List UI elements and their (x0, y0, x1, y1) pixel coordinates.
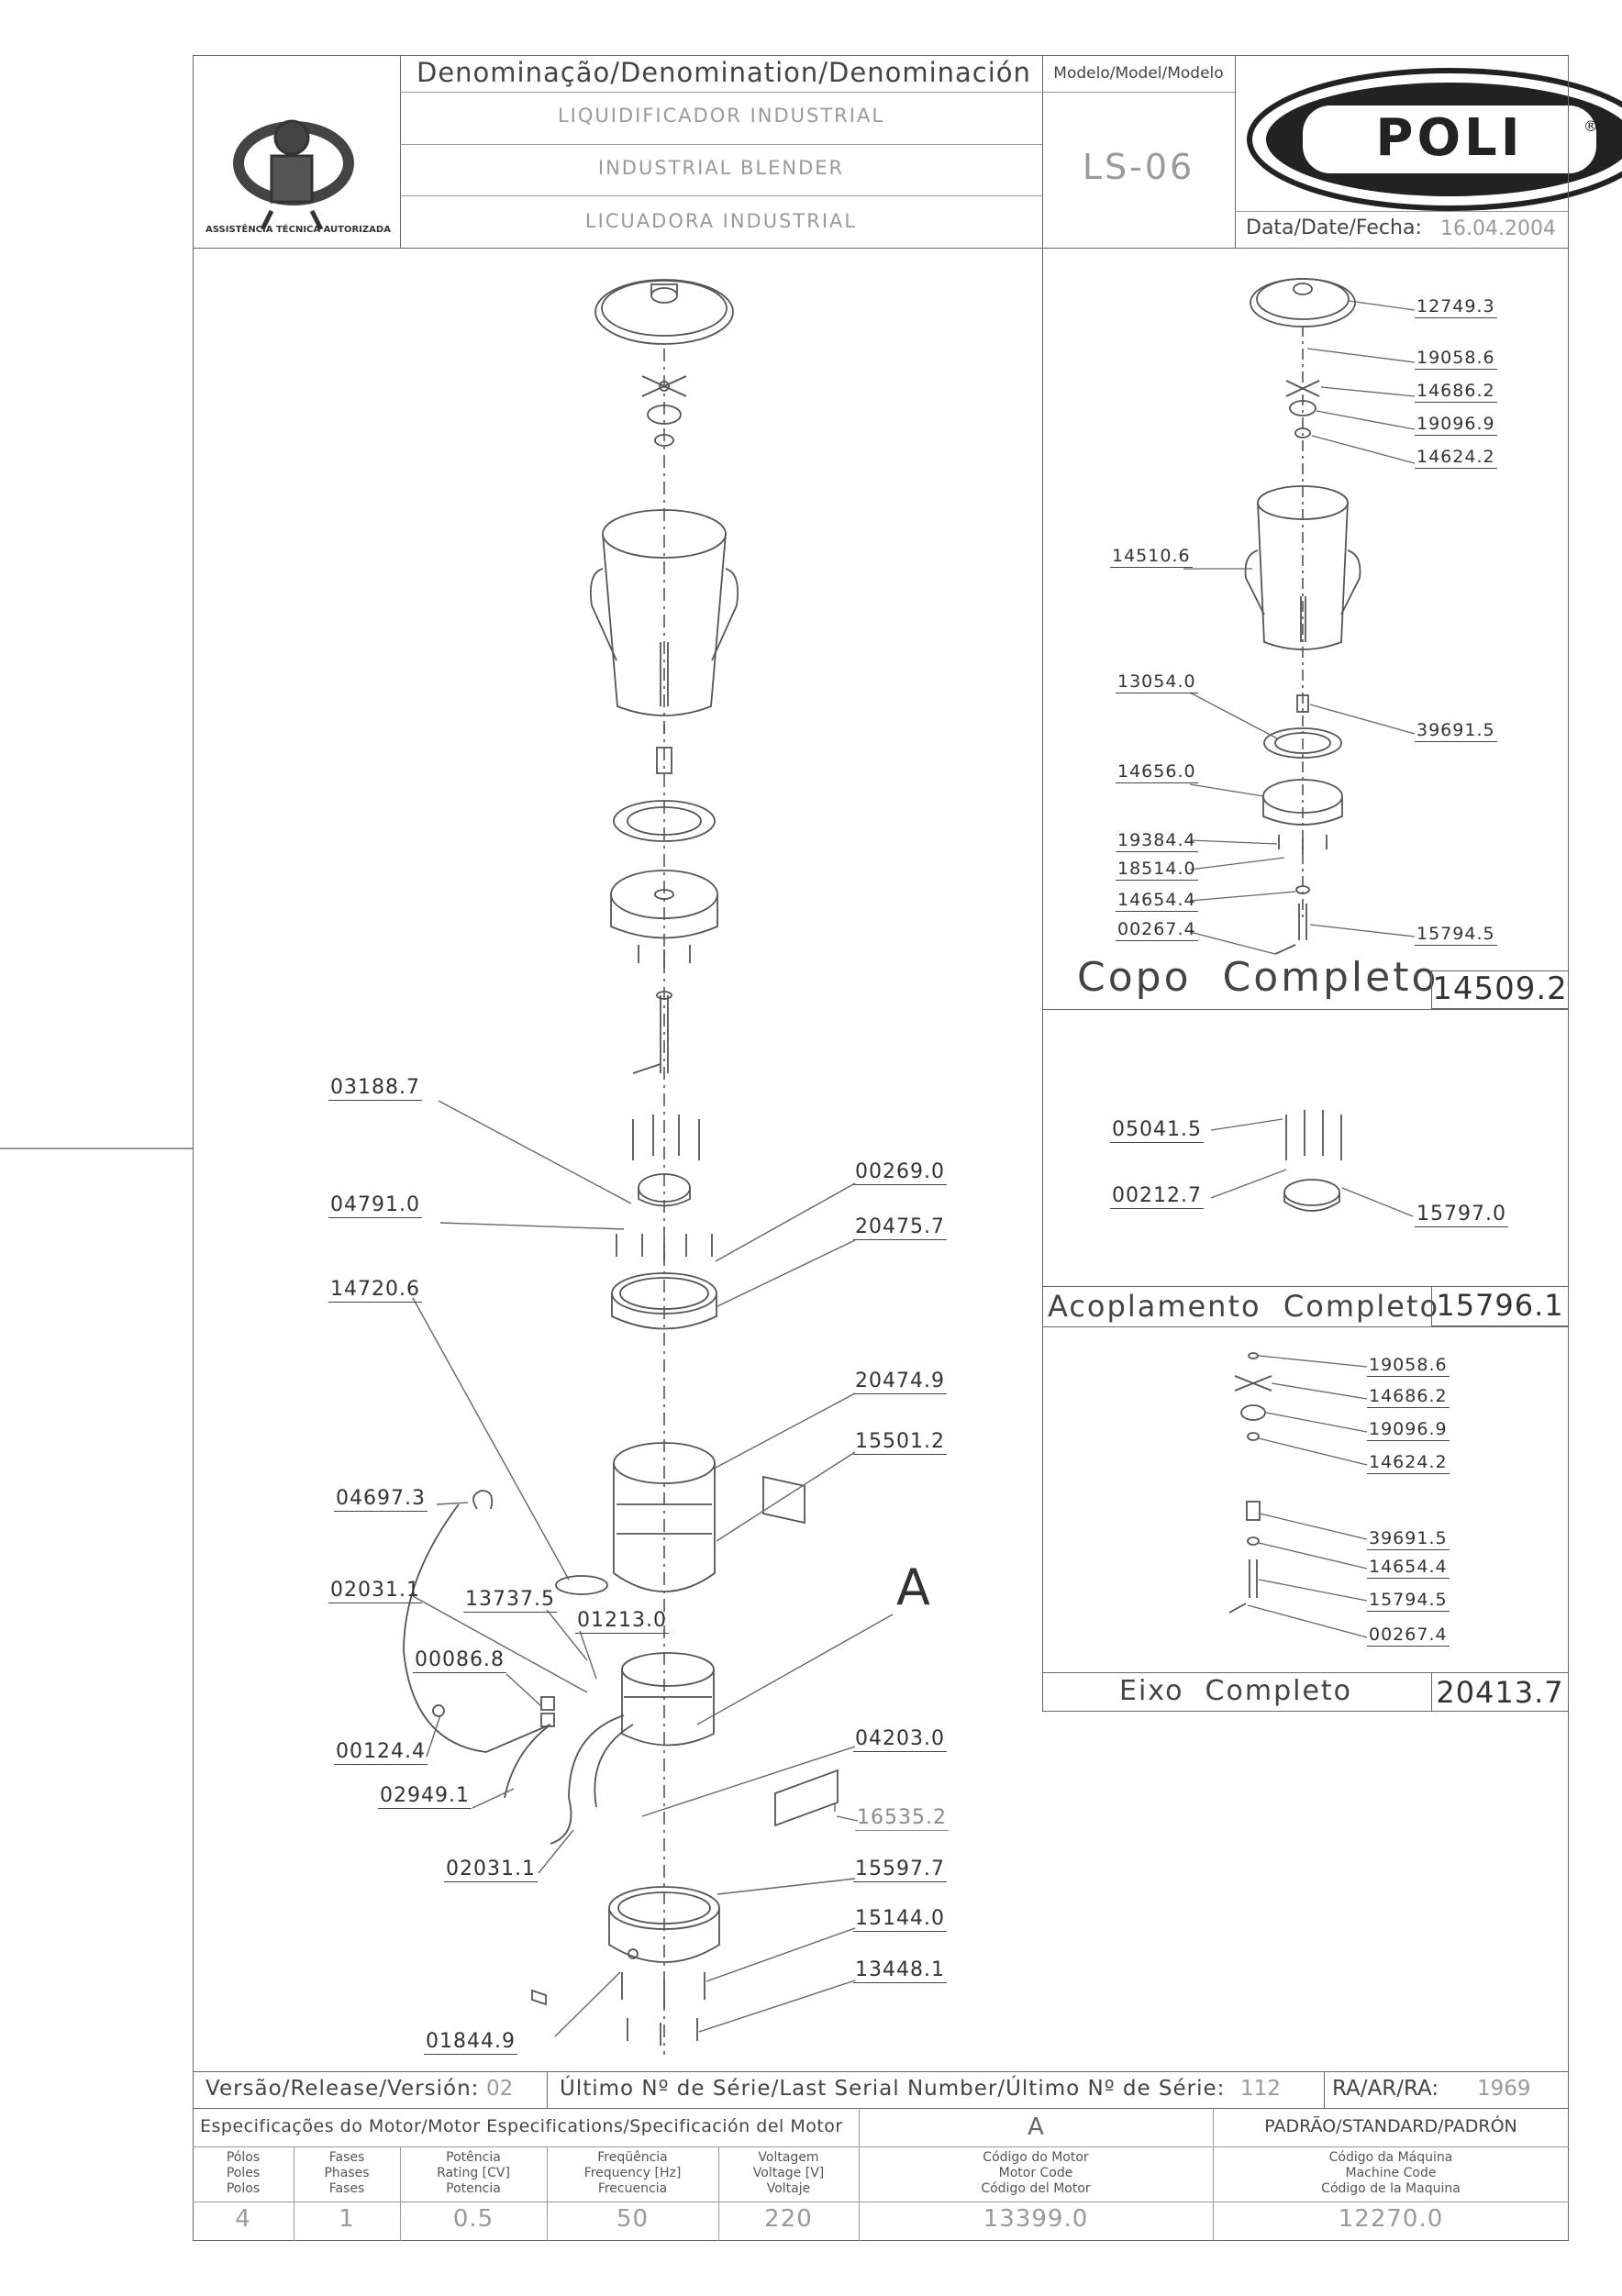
version-value: 02 (486, 2077, 514, 2101)
footer-line-2 (193, 2108, 1569, 2109)
part-label: 04791.0 (330, 1193, 420, 1216)
spec-value-phases: 1 (339, 2205, 355, 2233)
spec-col-motor-code: Código do Motor Motor Code Código del Motor (981, 2150, 1091, 2196)
part-label: 03188.7 (330, 1076, 420, 1099)
part-label: 15794.5 (1369, 1590, 1448, 1610)
part-label: 00267.4 (1117, 919, 1196, 939)
serial-label: Último Nº de Série/Last Serial Number/Último Nº de Série: (560, 2077, 1226, 2101)
serial-value: 112 (1240, 2077, 1281, 2101)
model-value: LS-06 (1082, 147, 1195, 187)
spec-value-frequency: 50 (616, 2205, 650, 2233)
spec-value-poles: 4 (235, 2205, 251, 2233)
part-label: 19058.6 (1416, 348, 1495, 368)
right-panel-divider (1042, 248, 1043, 1711)
spec-col-machine-code: Código da Máquina Machine Code Código de la Maquina (1321, 2150, 1461, 2196)
footer-divider-a (547, 2071, 548, 2108)
footer-top-line (193, 2071, 1569, 2072)
part-label: 13448.1 (855, 1958, 945, 1981)
part-label: 18514.0 (1117, 859, 1196, 879)
part-label: 19096.9 (1369, 1419, 1448, 1439)
spec-col-poles: Pólos Poles Polos (226, 2150, 261, 2196)
part-label: 00086.8 (415, 1648, 505, 1671)
part-label: 02949.1 (380, 1784, 470, 1807)
part-label: 13737.5 (465, 1588, 555, 1611)
copo-title: Copo Completo (1077, 954, 1439, 1001)
part-label: 00212.7 (1112, 1184, 1202, 1207)
standard-title: PADRÃO/STANDARD/PADRÓN (1264, 2116, 1517, 2136)
part-label: 02031.1 (446, 1858, 536, 1880)
part-label: 39691.5 (1369, 1528, 1448, 1548)
ra-value: 1969 (1477, 2077, 1531, 2101)
product-name-en: INDUSTRIAL BLENDER (597, 157, 845, 179)
part-label: 12749.3 (1416, 296, 1495, 316)
spec-col-frequency: Freqüência Frequency [Hz] Frecuencia (583, 2150, 682, 2196)
header-row-line-3 (400, 195, 1042, 196)
header-row-line-2 (400, 144, 1042, 145)
eixo-title-line (1042, 1672, 1569, 1673)
model-title: Modelo/Model/Modelo (1053, 64, 1224, 83)
product-name-es: LICUADORA INDUSTRIAL (584, 210, 858, 232)
spec-value-voltage: 220 (764, 2205, 813, 2233)
part-label: 14720.6 (330, 1278, 420, 1301)
part-label: 15144.0 (855, 1907, 945, 1930)
part-label: 00124.4 (336, 1740, 426, 1763)
acoplamento-title: Acoplamento Completo (1048, 1289, 1440, 1324)
eixo-title: Eixo Completo (1119, 1675, 1353, 1707)
part-label: 14624.2 (1369, 1452, 1448, 1472)
part-label: 14686.2 (1369, 1386, 1448, 1406)
part-label: 19058.6 (1369, 1355, 1448, 1375)
part-label: 20474.9 (855, 1370, 945, 1392)
part-label: 02031.1 (330, 1579, 420, 1602)
ra-label: RA/AR/RA: (1332, 2077, 1439, 2101)
product-name-pt: LIQUIDIFICADOR INDUSTRIAL (557, 105, 885, 127)
date-value: 16.04.2004 (1440, 217, 1556, 240)
part-label: 04203.0 (855, 1727, 945, 1750)
part-label: 14686.2 (1416, 381, 1495, 401)
part-label: 15597.7 (855, 1858, 945, 1880)
detail-letter: A (896, 1558, 931, 1616)
part-label: 14656.0 (1117, 761, 1196, 782)
header-divider-3 (1235, 55, 1236, 248)
header-date-line (1235, 211, 1569, 212)
part-label: 15501.2 (855, 1430, 945, 1453)
part-label: 14510.6 (1112, 546, 1191, 566)
date-label: Data/Date/Fecha: (1246, 216, 1422, 239)
part-label: 00267.4 (1369, 1625, 1448, 1645)
spec-col-rating: Potência Rating [CV] Potencia (437, 2150, 510, 2196)
header-model-line (1042, 92, 1235, 93)
spec-value-machine-code: 12270.0 (1338, 2205, 1444, 2233)
part-label: 19096.9 (1416, 414, 1495, 434)
part-label: 05041.5 (1112, 1118, 1202, 1141)
part-label: 16535.2 (857, 1806, 947, 1829)
spec-col-voltage: Voltagem Voltage [V] Voltaje (752, 2150, 825, 2196)
part-label: 01844.9 (426, 2030, 516, 2053)
eixo-bottom-line (1042, 1711, 1569, 1712)
footer-divider-b (1324, 2071, 1325, 2108)
part-label: 00269.0 (855, 1160, 945, 1183)
part-label: 20475.7 (855, 1215, 945, 1238)
part-label: 14654.4 (1369, 1557, 1448, 1577)
part-label: 39691.5 (1416, 720, 1495, 740)
copo-code: 14509.2 (1432, 971, 1568, 1007)
spec-value-motor-code: 13399.0 (983, 2205, 1089, 2233)
acoplamento-bottom-line (1042, 1326, 1569, 1327)
version-label: Versão/Release/Versión: (206, 2077, 480, 2101)
motor-spec-title: Especificações do Motor/Motor Especifications/Specificación del Motor (200, 2116, 843, 2136)
part-label: 19384.4 (1117, 830, 1196, 850)
part-label: 13054.0 (1117, 671, 1196, 692)
eixo-code: 20413.7 (1436, 1675, 1564, 1710)
registered-mark: ® (1583, 117, 1598, 135)
part-label: 14624.2 (1416, 447, 1495, 467)
denomination-title: Denominação/Denomination/Denominación (417, 57, 1031, 88)
motor-spec-letter: A (1028, 2113, 1044, 2141)
spec-col-phases: Fases Phases Fases (324, 2150, 370, 2196)
copo-bottom-line (1042, 1009, 1569, 1010)
part-label: 01213.0 (577, 1609, 667, 1632)
part-label: 15797.0 (1416, 1203, 1506, 1226)
badge-text: ASSISTÊNCIA TÉCNICA AUTORIZADA (206, 225, 391, 235)
part-label: 04697.3 (336, 1487, 426, 1510)
brand-name: POLI (1375, 108, 1524, 168)
footer-line-3 (193, 2146, 1569, 2147)
header-row-line-1 (400, 92, 1042, 93)
acoplamento-code: 15796.1 (1436, 1288, 1564, 1323)
part-label: 15794.5 (1416, 924, 1495, 944)
part-label: 14654.4 (1117, 890, 1196, 910)
spec-value-rating: 0.5 (452, 2205, 494, 2233)
header-bottom (193, 248, 1569, 249)
